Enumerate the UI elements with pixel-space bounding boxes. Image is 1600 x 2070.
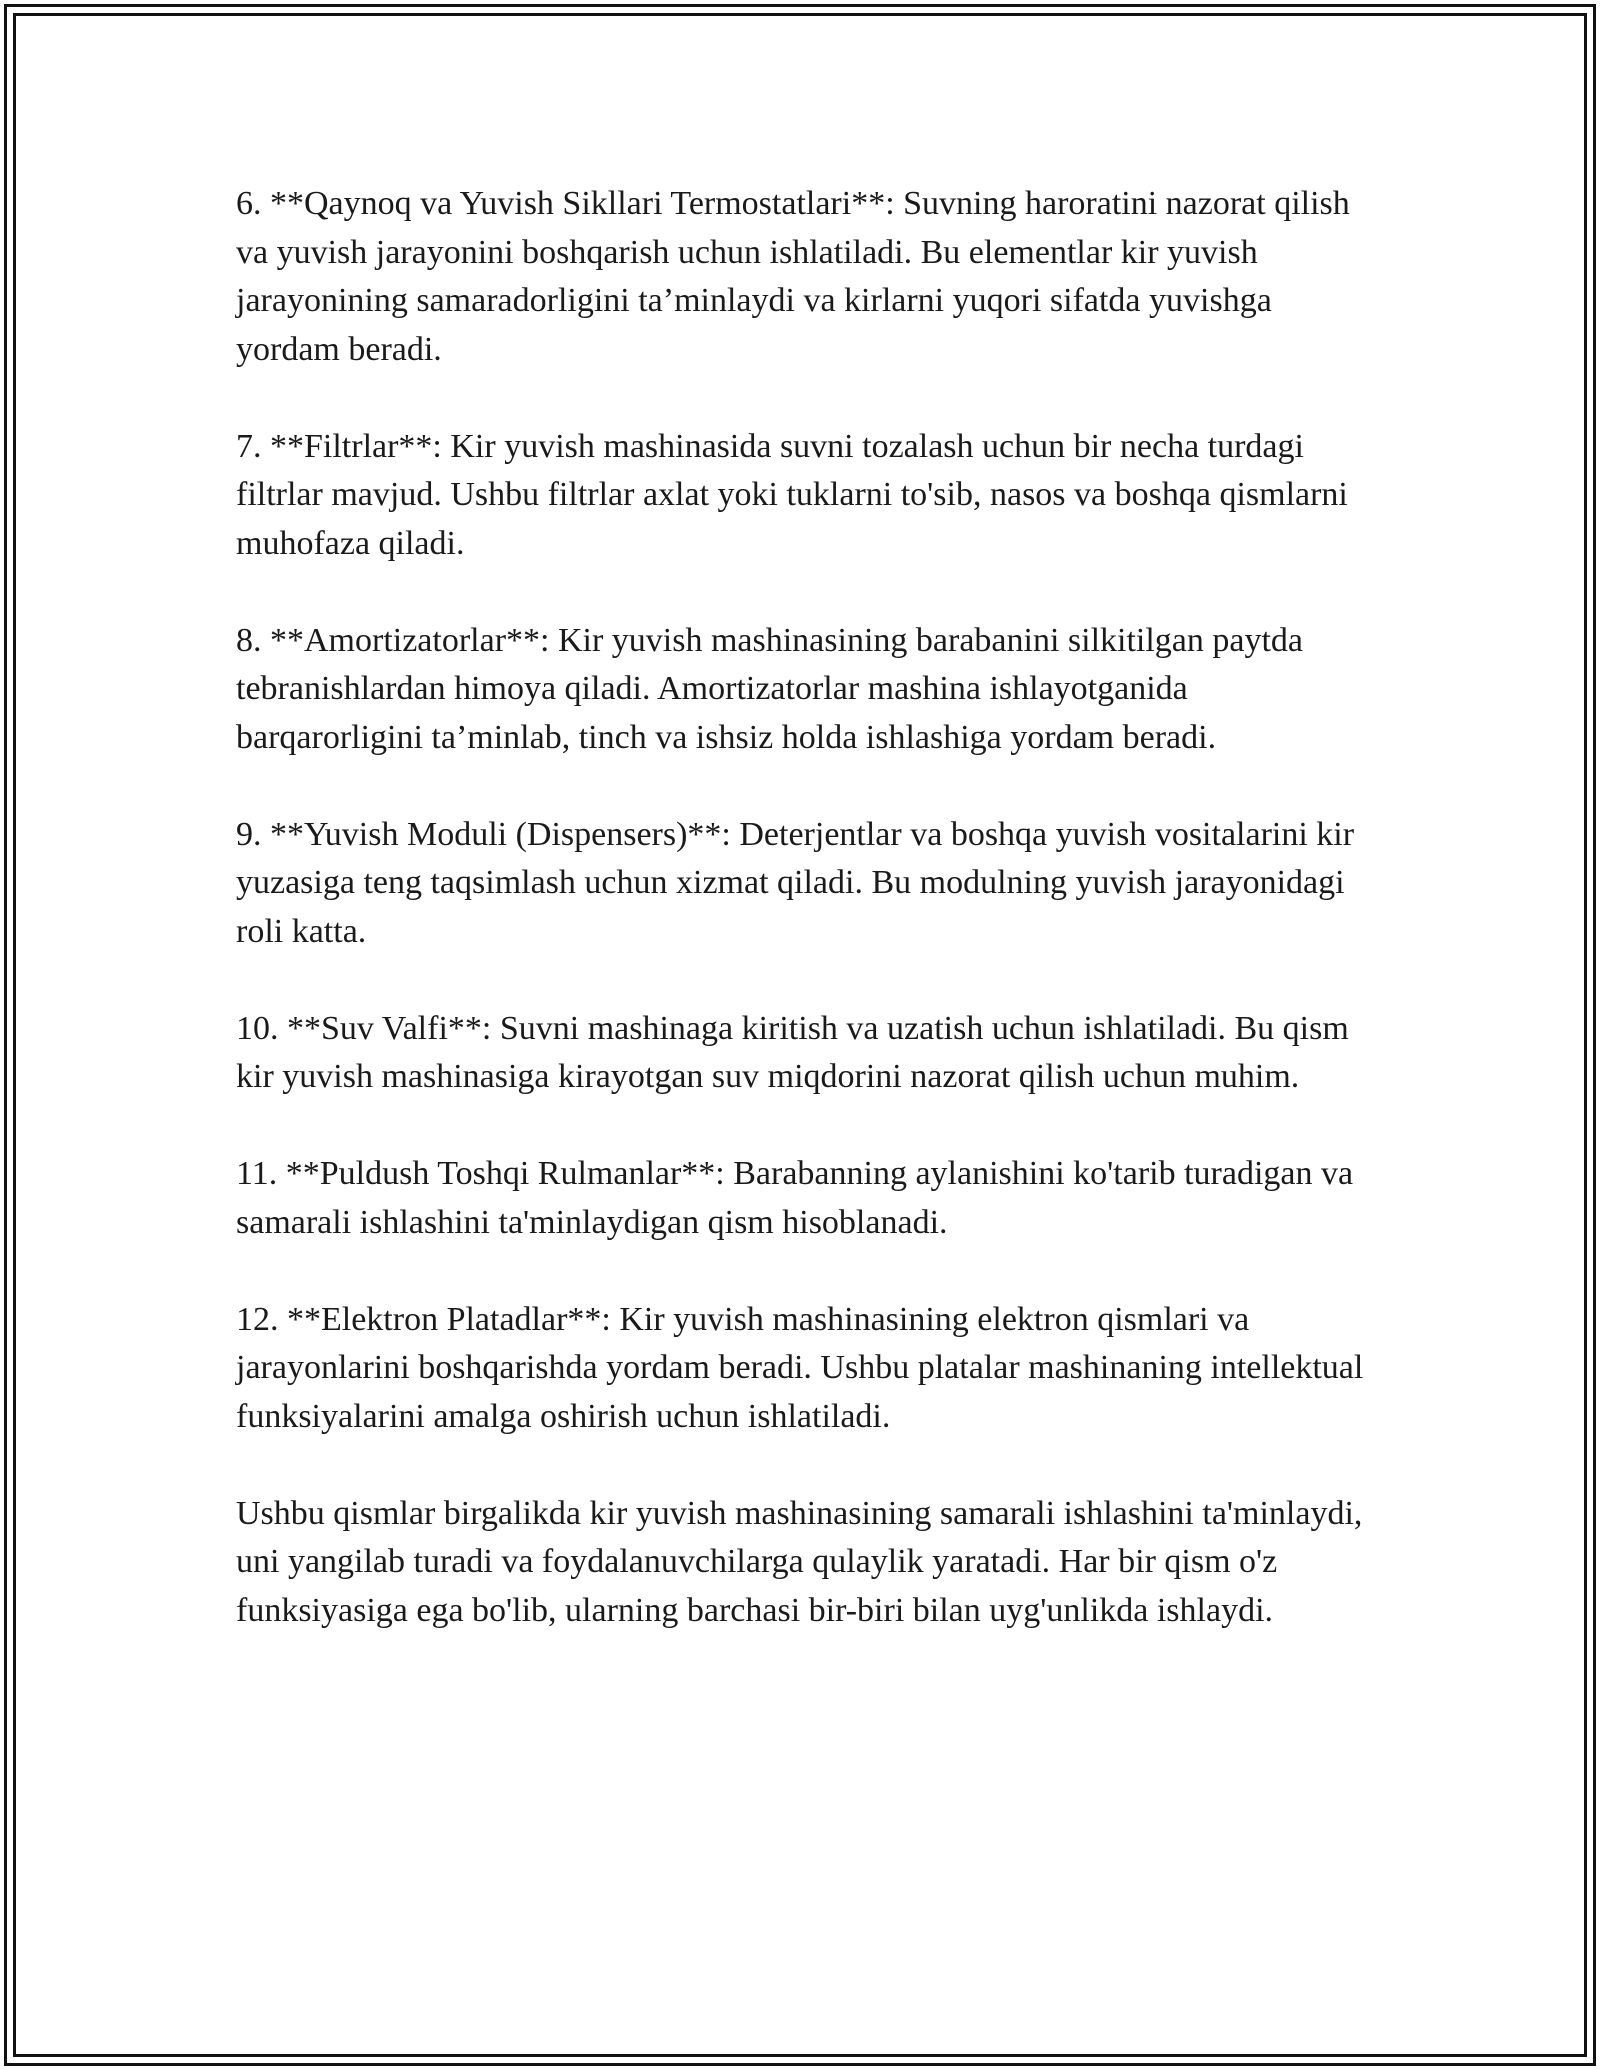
paragraph-thermostats: 6. **Qaynoq va Yuvish Sikllari Termostatlari**: Suvning haroratini nazorat qilish va yuvish jarayonini boshqarish uchun ishlatiladi. Bu elementlar kir yuvish jarayonining samaradorligini ta’minlaydi va kirlarni yuqori sifatda yuvishga yordam beradi. (236, 185, 1350, 368)
paragraph-dispensers: 9. **Yuvish Moduli (Dispensers)**: Deterjentlar va boshqa yuvish vositalarini kir yuzasiga teng taqsimlash uchun xizmat qiladi. Bu modulning yuvish jarayonidagi roli katta. (236, 815, 1355, 950)
paragraph-electronic-boards: 12. **Elektron Platadlar**: Kir yuvish mashinasining elektron qismlari va jarayonlarini boshqarishda yordam beradi. Ushbu platalar mashinaning intellektual funksiyalarini amalga oshirish uchun ishlatiladi. (236, 1300, 1364, 1435)
document-body (236, 180, 1366, 1684)
paragraph-bearings: 11. **Puldush Toshqi Rulmanlar**: Barabanning aylanishini ko'tarib turadigan va samarali ishlashini ta'minlaydigan qism hisoblanadi. (236, 1155, 1354, 1241)
paragraph-conclusion: Ushbu qismlar birgalikda kir yuvish mashinasining samarali ishlashini ta'minlaydi, uni yangilab turadi va foydalanuvchilarga qulaylik yaratadi. Har bir qism o'z funksiyasiga ega bo'lib, ularning barchasi bir-biri bilan uyg'unlikda ishlaydi. (236, 1494, 1363, 1629)
paragraph-filters: 7. **Filtrlar**: Kir yuvish mashinasida suvni tozalash uchun bir necha turdagi filtrlar mavjud. Ushbu filtrlar axlat yoki tuklarni to'sib, nasos va boshqa qismlarni muhofaza qiladi. (236, 427, 1348, 562)
paragraph-shock-absorbers: 8. **Amortizatorlar**: Kir yuvish mashinasining barabanini silkitilgan paytda tebranishlardan himoya qiladi. Amortizatorlar mashina ishlayotganida barqarorligini ta’minlab, tinch va ishsiz holda ishlashiga yordam beradi. (236, 621, 1304, 756)
paragraph-water-valve: 10. **Suv Valfi**: Suvni mashinaga kiritish va uzatish uchun ishlatiladi. Bu qism kir yuvish mashinasiga kirayotgan suv miqdorini nazorat qilish uchun muhim. (236, 1009, 1349, 1095)
